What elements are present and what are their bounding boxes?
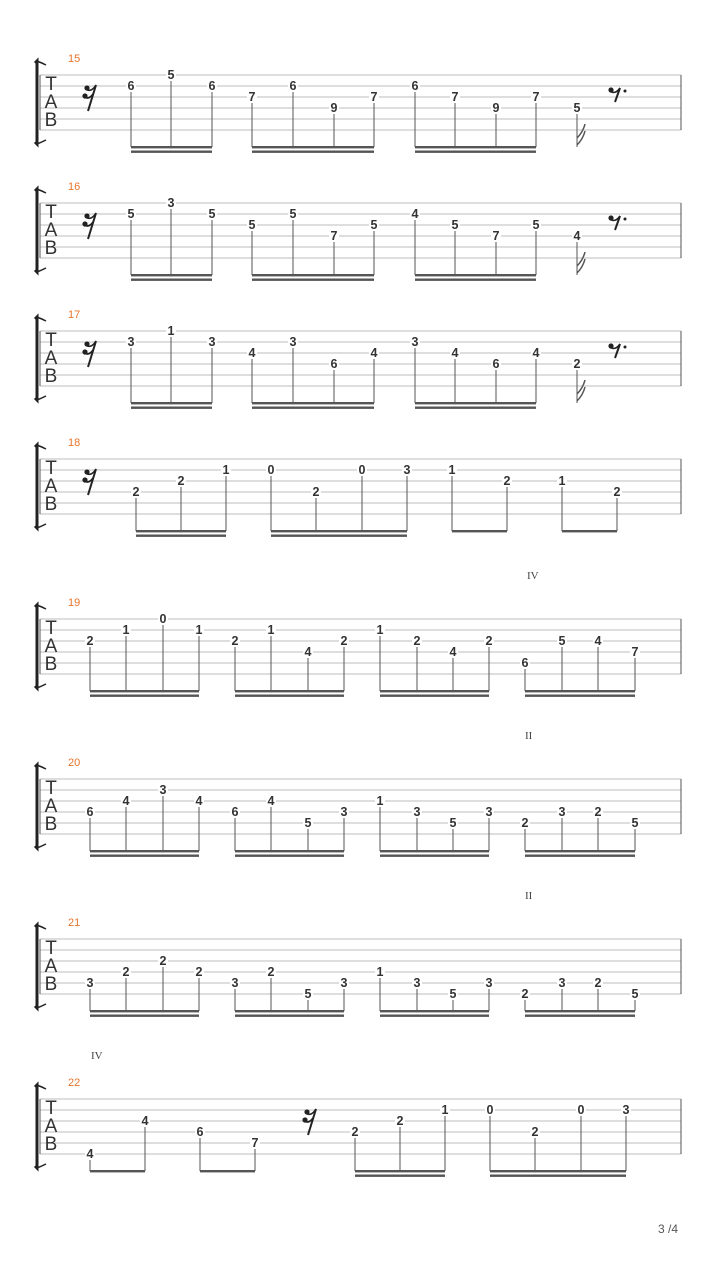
beam (90, 850, 199, 852)
sixteenth-rest (82, 85, 96, 111)
beam (380, 690, 489, 692)
fret-number: 6 (86, 805, 94, 819)
bar-number: 21 (68, 917, 81, 929)
beam (235, 855, 344, 857)
beam (131, 274, 212, 276)
system-bracket (35, 189, 37, 272)
bar-number: 22 (68, 1077, 81, 1089)
fret-number: 2 (613, 485, 621, 499)
tab-clef-letter: B (44, 238, 58, 259)
note-group (247, 335, 379, 409)
tab-clef-letter: T (45, 778, 57, 799)
system-bracket (35, 925, 37, 1008)
note-group (126, 324, 217, 409)
note-group (375, 965, 494, 1017)
system-bracket (35, 317, 37, 400)
system-bracket (35, 445, 37, 528)
note-group (131, 463, 231, 537)
system-bracket (35, 605, 37, 688)
beam (131, 146, 212, 148)
beam (525, 1015, 635, 1017)
fret-number: 4 (122, 794, 130, 808)
system-bracket (35, 1085, 37, 1168)
beam (415, 407, 536, 409)
tab-clef-letter: A (44, 956, 58, 977)
note-group (520, 634, 640, 697)
note-group (85, 783, 204, 857)
tab-system (35, 181, 681, 281)
system-bracket (35, 61, 37, 144)
dotted-eighth-rest (608, 87, 626, 102)
beam (136, 530, 226, 532)
position-marking: IV (91, 1050, 103, 1062)
note-group (485, 1103, 631, 1177)
bar-number: 17 (68, 309, 81, 321)
beam (380, 855, 489, 857)
fret-number: 2 (86, 634, 94, 648)
fret-number: 2 (340, 634, 348, 648)
tab-clef-letter: A (44, 348, 58, 369)
bar-number: 20 (68, 757, 81, 769)
beam (380, 1015, 489, 1017)
tab-clef-letter: B (44, 110, 58, 131)
fret-number: 1 (376, 794, 384, 808)
beam (252, 151, 374, 153)
beam (90, 1010, 199, 1012)
beam (525, 695, 635, 697)
fret-number: 3 (208, 335, 216, 349)
beam (90, 855, 199, 857)
fret-number: 1 (122, 623, 130, 637)
beam (90, 1170, 145, 1172)
note-group (266, 463, 412, 537)
beam (490, 1170, 626, 1172)
beam (525, 1010, 635, 1012)
fret-number: 2 (594, 976, 602, 990)
fret-number: 3 (340, 976, 348, 990)
note-group (126, 196, 217, 281)
fret-number: 2 (195, 965, 203, 979)
position-marking: II (525, 730, 533, 742)
note-group (375, 794, 494, 857)
fret-number: 4 (451, 346, 459, 360)
fret-number: 2 (485, 634, 493, 648)
fret-number: 7 (631, 645, 639, 659)
beam (271, 530, 407, 532)
fret-number: 6 (289, 79, 297, 93)
tab-system (35, 53, 681, 153)
fret-number: 0 (267, 463, 275, 477)
beam (252, 279, 374, 281)
fret-number: 5 (558, 634, 566, 648)
beam (235, 1010, 344, 1012)
beam (380, 695, 489, 697)
fret-number: 1 (376, 965, 384, 979)
fret-number: 1 (195, 623, 203, 637)
fret-number: 2 (531, 1125, 539, 1139)
note-group (230, 794, 349, 857)
sixteenth-rest (82, 469, 96, 495)
fret-number: 1 (448, 463, 456, 477)
fret-number: 2 (132, 485, 140, 499)
fret-number: 6 (231, 805, 239, 819)
beam (252, 407, 374, 409)
beam (271, 535, 407, 537)
tab-clef-letter: B (44, 1134, 58, 1155)
tab-clef-letter: A (44, 476, 58, 497)
bar-number: 18 (68, 437, 81, 449)
note-group (230, 623, 349, 697)
note-group (247, 207, 379, 281)
fret-number: 1 (441, 1103, 449, 1117)
fret-number: 7 (248, 90, 256, 104)
fret-number: 5 (631, 816, 639, 830)
tab-clef-letter: A (44, 1116, 58, 1137)
beam (131, 407, 212, 409)
note-group (85, 954, 204, 1017)
tab-clef-letter: B (44, 814, 58, 835)
fret-number: 2 (267, 965, 275, 979)
fret-number: 3 (86, 976, 94, 990)
tab-clef-letter: T (45, 618, 57, 639)
tab-clef-letter: B (44, 366, 58, 387)
fret-number: 5 (208, 207, 216, 221)
fret-number: 4 (195, 794, 203, 808)
tab-clef-letter: T (45, 458, 57, 479)
tab-clef-letter: B (44, 654, 58, 675)
fret-number: 3 (411, 335, 419, 349)
tab-clef-letter: T (45, 74, 57, 95)
fret-number: 2 (413, 634, 421, 648)
beam (355, 1170, 445, 1172)
beam (252, 146, 374, 148)
beam (131, 279, 212, 281)
dotted-eighth-rest (608, 343, 626, 358)
fret-number: 6 (492, 357, 500, 371)
fret-number: 4 (86, 1147, 94, 1161)
tab-clef-letter: A (44, 636, 58, 657)
note-group (302, 1109, 316, 1135)
beam (235, 690, 344, 692)
fret-number: 5 (573, 101, 581, 115)
fret-number: 6 (127, 79, 135, 93)
fret-number: 4 (370, 346, 378, 360)
fret-number: 3 (159, 783, 167, 797)
bar-number: 19 (68, 597, 81, 609)
beam (200, 1170, 255, 1172)
fret-number: 3 (413, 976, 421, 990)
tab-clef-letter: B (44, 974, 58, 995)
fret-number: 4 (304, 645, 312, 659)
note-group (520, 805, 640, 857)
beam (452, 530, 507, 532)
fret-number: 3 (558, 976, 566, 990)
fret-number: 2 (521, 987, 529, 1001)
fret-number: 1 (376, 623, 384, 637)
beam (415, 146, 536, 148)
fret-number: 3 (403, 463, 411, 477)
sixteenth-rest (82, 341, 96, 367)
tab-system (35, 890, 681, 1017)
beam (90, 690, 199, 692)
fret-number: 6 (330, 357, 338, 371)
note-group (126, 68, 217, 153)
fret-number: 2 (594, 805, 602, 819)
fret-number: 7 (451, 90, 459, 104)
beam (380, 1010, 489, 1012)
note-group (410, 335, 541, 409)
fret-number: 5 (167, 68, 175, 82)
dotted-eighth-rest (608, 215, 626, 230)
fret-number: 6 (411, 79, 419, 93)
fret-number: 7 (330, 229, 338, 243)
beam (415, 402, 536, 404)
fret-number: 5 (304, 987, 312, 1001)
fret-number: 5 (248, 218, 256, 232)
fret-number: 1 (558, 474, 566, 488)
sixteenth-rest (82, 213, 96, 239)
bar-number: 16 (68, 181, 81, 193)
fret-number: 1 (222, 463, 230, 477)
sixteenth-rest (302, 1109, 316, 1135)
fret-number: 3 (289, 335, 297, 349)
system-bracket (35, 765, 37, 848)
tab-system (35, 730, 681, 857)
tab-clef-letter: T (45, 1098, 57, 1119)
fret-number: 5 (449, 816, 457, 830)
fret-number: 7 (492, 229, 500, 243)
beam (525, 690, 635, 692)
fret-number: 5 (449, 987, 457, 1001)
beam (131, 402, 212, 404)
fret-number: 6 (208, 79, 216, 93)
tab-system (35, 437, 681, 537)
note-group (85, 612, 204, 697)
fret-number: 1 (267, 623, 275, 637)
tab-system (35, 309, 681, 409)
fret-number: 4 (532, 346, 540, 360)
fret-number: 0 (577, 1103, 585, 1117)
note-group (410, 207, 541, 281)
beam (380, 850, 489, 852)
bar-number: 15 (68, 53, 81, 65)
fret-number: 0 (358, 463, 366, 477)
tab-clef-letter: T (45, 938, 57, 959)
beam (136, 535, 226, 537)
position-marking: IV (527, 570, 539, 582)
fret-number: 4 (594, 634, 602, 648)
beam (252, 274, 374, 276)
fret-number: 6 (196, 1125, 204, 1139)
fret-number: 4 (573, 229, 581, 243)
position-marking: II (525, 890, 533, 902)
fret-number: 3 (485, 976, 493, 990)
tab-clef-letter: T (45, 330, 57, 351)
beam (235, 1015, 344, 1017)
tab-clef-letter: T (45, 202, 57, 223)
beam (90, 695, 199, 697)
fret-number: 2 (231, 634, 239, 648)
fret-number: 3 (231, 976, 239, 990)
note-group (520, 976, 640, 1017)
fret-number: 5 (289, 207, 297, 221)
fret-number: 3 (413, 805, 421, 819)
tab-system (35, 570, 681, 697)
fret-number: 3 (127, 335, 135, 349)
page-number: 3 /4 (657, 1222, 678, 1236)
note-group (410, 79, 541, 153)
beam (355, 1175, 445, 1177)
beam (562, 530, 617, 532)
fret-number: 9 (330, 101, 338, 115)
note-group (447, 463, 512, 532)
tab-clef-letter: A (44, 220, 58, 241)
tab-system (35, 1050, 681, 1177)
fret-number: 6 (521, 656, 529, 670)
beam (252, 402, 374, 404)
fret-number: 7 (370, 90, 378, 104)
beam (415, 151, 536, 153)
beam (415, 279, 536, 281)
fret-number: 4 (248, 346, 256, 360)
note-group (247, 79, 379, 153)
tab-clef-letter: A (44, 796, 58, 817)
fret-number: 5 (370, 218, 378, 232)
fret-number: 4 (141, 1114, 149, 1128)
tab-clef-letter: B (44, 494, 58, 515)
fret-number: 0 (159, 612, 167, 626)
beam (490, 1175, 626, 1177)
fret-number: 2 (573, 357, 581, 371)
beam (235, 695, 344, 697)
fret-number: 2 (177, 474, 185, 488)
fret-number: 3 (558, 805, 566, 819)
beam (131, 151, 212, 153)
beam (525, 855, 635, 857)
fret-number: 9 (492, 101, 500, 115)
fret-number: 3 (167, 196, 175, 210)
fret-number: 3 (485, 805, 493, 819)
note-group (230, 965, 349, 1017)
fret-number: 3 (622, 1103, 630, 1117)
fret-number: 3 (340, 805, 348, 819)
fret-number: 5 (304, 816, 312, 830)
fret-number: 1 (167, 324, 175, 338)
beam (235, 850, 344, 852)
beam (90, 1015, 199, 1017)
fret-number: 2 (122, 965, 130, 979)
note-group (350, 1103, 450, 1177)
fret-number: 4 (449, 645, 457, 659)
fret-number: 5 (451, 218, 459, 232)
fret-number: 2 (503, 474, 511, 488)
beam (415, 274, 536, 276)
fret-number: 0 (486, 1103, 494, 1117)
fret-number: 2 (312, 485, 320, 499)
fret-number: 5 (127, 207, 135, 221)
beam (525, 850, 635, 852)
fret-number: 7 (532, 90, 540, 104)
fret-number: 4 (411, 207, 419, 221)
tab-clef-letter: A (44, 92, 58, 113)
fret-number: 4 (267, 794, 275, 808)
fret-number: 2 (159, 954, 167, 968)
note-group (375, 623, 494, 697)
fret-number: 2 (351, 1125, 359, 1139)
fret-number: 2 (521, 816, 529, 830)
fret-number: 5 (532, 218, 540, 232)
fret-number: 5 (631, 987, 639, 1001)
fret-number: 7 (251, 1136, 259, 1150)
fret-number: 2 (396, 1114, 404, 1128)
